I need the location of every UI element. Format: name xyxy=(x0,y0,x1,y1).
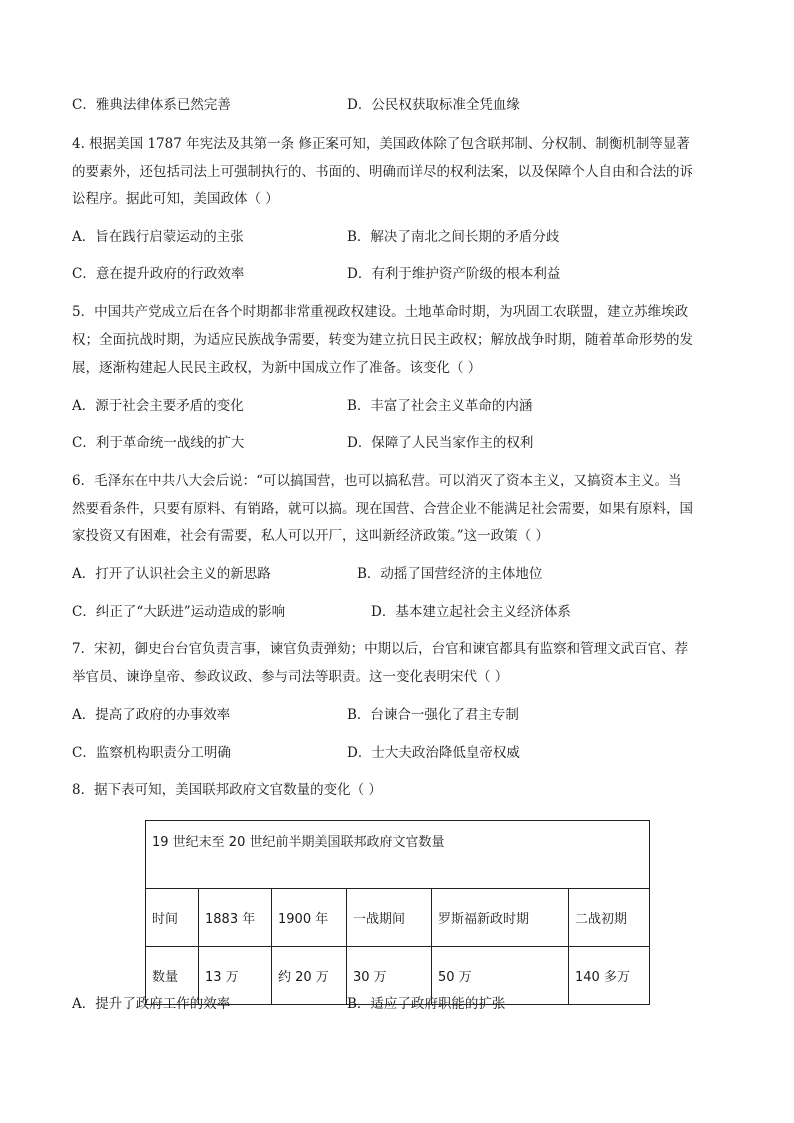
civil-servant-table xyxy=(145,820,650,1005)
q4-stem-line1: 4. 根据美国 1787 年宪法及其第一条 修正案可知，美国政体除了包含联邦制、分权制、制衡机制等显著 xyxy=(72,136,690,152)
q4-stem-line3: 讼程序。据此可知，美国政体（ ） xyxy=(72,191,279,207)
table-cell: 一战期间 xyxy=(347,889,432,947)
q5-stem-line2: 权；全面抗战时期，为适应民族战争需要，转变为建立抗日民主政权；解放战争时期，随着革命形势的发 xyxy=(72,332,693,348)
q6-option-d: D．基本建立起社会主义经济体系 xyxy=(371,604,571,620)
q6-stem-line3: 家投资又有困难，社会有需要，私人可以开厂，这叫新经济政策。”这一政策（ ） xyxy=(72,528,549,544)
table-cell: 140 多万 xyxy=(569,947,650,1005)
q3-option-c: C．雅典法律体系已然完善 xyxy=(72,97,231,113)
q7-option-b: B．台谏合一强化了君主专制 xyxy=(347,707,519,723)
q5-option-b: B．丰富了社会主义革命的内涵 xyxy=(347,398,533,414)
q3-option-d: D．公民权获取标准全凭血缘 xyxy=(347,97,520,113)
table-cell: 约 20 万 xyxy=(272,947,347,1005)
q6-option-b: B．动摇了国营经济的主体地位 xyxy=(357,566,543,582)
table-cell: 13 万 xyxy=(199,947,272,1005)
table-cell: 1883 年 xyxy=(199,889,272,947)
q6-stem-line1: 6．毛泽东在中共八大会后说：“可以搞国营，也可以搞私营。可以消灭了资本主义，又搞资本主义。当 xyxy=(72,473,682,489)
q5-stem-line3: 展，逐渐构建起人民民主政权，为新中国成立作了准备。该变化（ ） xyxy=(72,360,482,376)
q7-option-c: C．监察机构职责分工明确 xyxy=(72,745,231,761)
table-cell: 数量 xyxy=(146,947,199,1005)
q8-stem: 8．据下表可知，美国联邦政府文官数量的变化（ ） xyxy=(72,782,382,798)
q7-stem-line2: 举官员、谏诤皇帝、参政议政、参与司法等职责。这一变化表明宋代（ ） xyxy=(72,669,509,685)
q7-option-a: A．提高了政府的办事效率 xyxy=(72,707,231,723)
q4-stem-line2: 的要素外，还包括司法上可强制执行的、书面的、明确而详尽的权利法案，以及保障个人自由和合法的诉 xyxy=(72,164,693,180)
q4-option-a: A．旨在践行启蒙运动的主张 xyxy=(72,229,244,245)
table-cell: 罗斯福新政时期 xyxy=(432,889,569,947)
q4-option-c: C．意在提升政府的行政效率 xyxy=(72,266,245,282)
table-cell: 1900 年 xyxy=(272,889,347,947)
q5-option-a: A．源于社会主要矛盾的变化 xyxy=(72,398,244,414)
q5-option-d: D．保障了人民当家作主的权利 xyxy=(347,435,534,451)
q5-stem-line1: 5．中国共产党成立后在各个时期都非常重视政权建设。土地革命时期，为巩固工农联盟，建立苏维埃政 xyxy=(72,304,689,320)
table-caption: 19 世纪末至 20 世纪前半期美国联邦政府文官数量 xyxy=(146,821,650,889)
q6-option-a: A．打开了认识社会主义的新思路 xyxy=(72,566,271,582)
q8-option-b: B．适应了政府职能的扩张 xyxy=(347,996,506,1012)
q6-stem-line2: 然要看条件，只要有原料、有销路，就可以搞。现在国营、合营企业不能满足社会需要，如果有原料，国 xyxy=(72,501,693,517)
q4-option-d: D．有利于维护资产阶级的根本利益 xyxy=(347,266,561,282)
table-cell: 二战初期 xyxy=(569,889,650,947)
table-cell: 50 万 xyxy=(432,947,569,1005)
q7-option-d: D．士大夫政治降低皇帝权威 xyxy=(347,745,520,761)
q5-option-c: C．利于革命统一战线的扩大 xyxy=(72,435,245,451)
q8-option-a: A．提升了政府工作的效率 xyxy=(72,996,231,1012)
q6-option-c: C．纠正了“大跃进”运动造成的影响 xyxy=(72,604,286,620)
q4-option-b: B．解决了南北之间长期的矛盾分歧 xyxy=(347,229,560,245)
table-row xyxy=(146,889,650,947)
q7-stem-line1: 7．宋初，御史台台官负责言事，谏官负责弹劾；中期以后，台官和谏官都具有监察和管理文武百官、荐 xyxy=(72,641,689,657)
table-cell: 时间 xyxy=(146,889,199,947)
table-cell: 30 万 xyxy=(347,947,432,1005)
